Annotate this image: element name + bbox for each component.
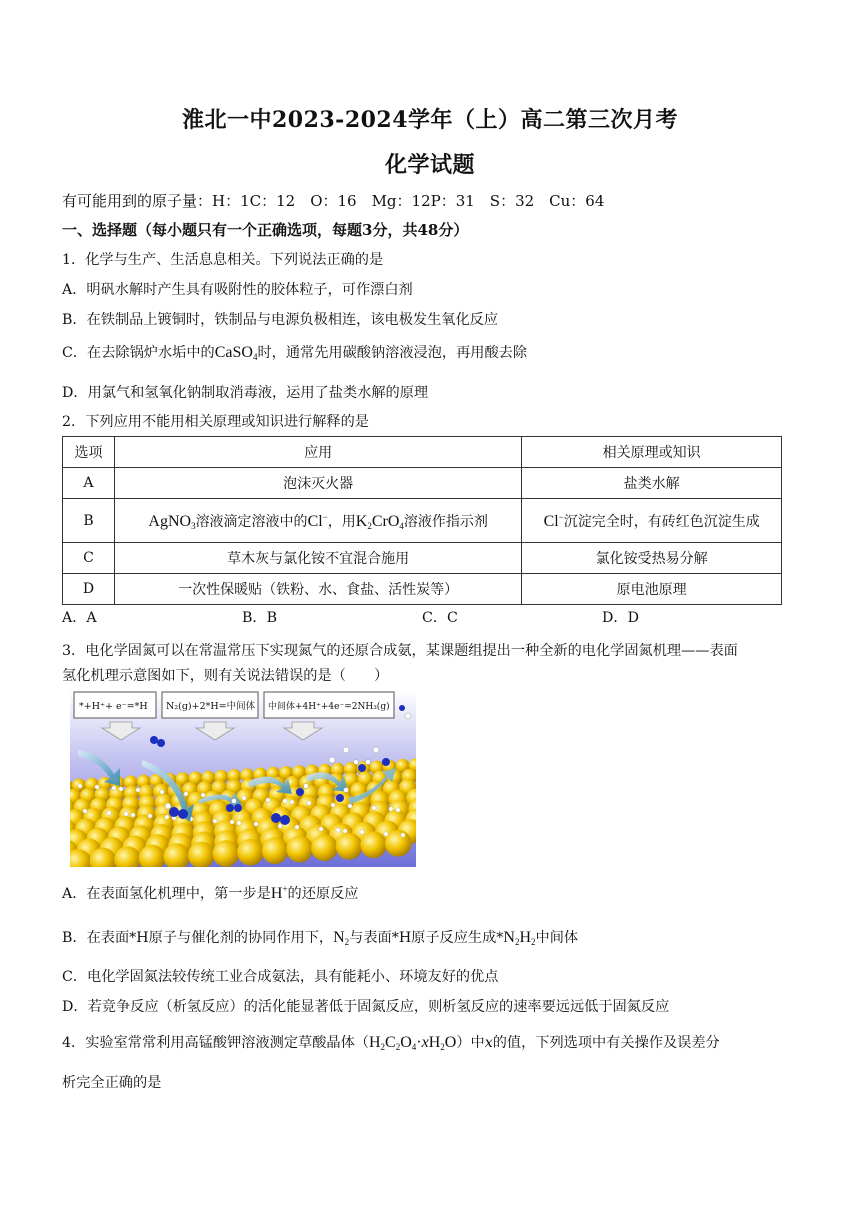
formula-sup: + xyxy=(282,884,288,894)
step1-label: *+H⁺+ e⁻=*H xyxy=(79,701,148,712)
formula-sub: 2 xyxy=(514,937,520,947)
q2-options xyxy=(62,607,782,627)
formula-text: H xyxy=(270,885,283,902)
formula-k2cro4 xyxy=(356,513,404,530)
formula-text: AgNO xyxy=(148,512,192,530)
page-title: 淮北一中2023-2024学年（上）高二第三次月考 xyxy=(181,107,679,133)
formula-text: H xyxy=(519,929,532,946)
table-row xyxy=(63,499,782,543)
q2-option-d: D．D xyxy=(602,610,639,626)
table-header-cell: 应用 xyxy=(114,437,521,468)
formula-sub: 2 xyxy=(344,937,350,947)
formula-agno3 xyxy=(148,513,195,530)
q3-a-pre: A．在表面氢化机理中，第一步是 xyxy=(62,886,271,902)
atomic-masses: 有可能用到的原子量：H：1C：12 O：16 Mg：12P：31 S：32 Cu：64 xyxy=(62,192,605,210)
q1-option-b: B．在铁制品上镀铜时，铁制品与电源负极相连，该电极发生氧化反应 xyxy=(62,312,499,328)
q3-option-c: C．电化学固氮法较传统工业合成氨法，具有能耗小、环境友好的优点 xyxy=(62,969,499,985)
q1-c-post: 时，通常先用碳酸钠溶液浸泡，再用酸去除 xyxy=(257,345,528,361)
q3-b-post: 中间体 xyxy=(535,930,579,946)
page-subtitle: 化学试题 xyxy=(384,152,475,178)
q4-stem-pre: 4．实验室常常利用高锰酸钾溶液测定草酸晶体（ xyxy=(62,1035,369,1051)
q3-option-a xyxy=(62,883,358,903)
cell-text: 沉淀完全时，有砖红色沉淀生成 xyxy=(563,513,760,530)
table-row xyxy=(63,574,782,605)
table-cell: 氯化铵受热易分解 xyxy=(522,543,782,574)
formula-text: H xyxy=(428,1034,441,1051)
formula-sub: 3 xyxy=(191,520,196,531)
formula-text: Cl xyxy=(543,512,559,530)
formula-text: K xyxy=(355,512,368,530)
section-heading: 一、选择题（每小题只有一个正确选项，每题3分，共48分） xyxy=(62,221,469,239)
q3-a-post: 的还原反应 xyxy=(287,886,359,902)
formula-sup: − xyxy=(558,511,564,522)
formula-text: Cl xyxy=(307,512,323,530)
formula-sub: 4 xyxy=(411,1042,417,1052)
formula-text: N xyxy=(503,929,515,946)
q2-option-c: C．C xyxy=(422,610,458,626)
q4-variable: x xyxy=(484,1035,493,1051)
q2-option-b: B．B xyxy=(242,610,278,626)
q2-option-a: A．A xyxy=(62,610,97,626)
q4-stem-line1 xyxy=(62,1032,720,1052)
formula-text: H xyxy=(368,1034,381,1051)
q3-option-b xyxy=(62,927,578,947)
cell-text: 溶液作指示剂 xyxy=(403,513,488,530)
table-cell: 草木灰与氯化铵不宜混合施用 xyxy=(114,543,521,574)
formula-text: C xyxy=(385,1034,396,1051)
formula-caso4 xyxy=(215,344,258,361)
table-cell: D xyxy=(63,574,115,605)
formula-sub: 2 xyxy=(395,1042,401,1052)
cell-text: 溶液滴定溶液中的 xyxy=(195,513,308,530)
table-cell xyxy=(522,499,782,543)
table-row xyxy=(63,468,782,499)
formula-sup: − xyxy=(322,511,328,522)
q2-stem: 2．下列应用不能用相关原理或知识进行解释的是 xyxy=(62,414,369,430)
table-row xyxy=(63,543,782,574)
q4-stem-line2: 析完全正确的是 xyxy=(62,1075,162,1091)
table-cell: 泡沫灭火器 xyxy=(114,468,521,499)
q1-option-d: D．用氯气和氢氧化钠制取消毒液，运用了盐类水解的原理 xyxy=(62,385,429,401)
formula-sub: 2 xyxy=(367,520,372,531)
formula-dot: · xyxy=(416,1034,422,1051)
formula-text: O xyxy=(444,1034,457,1051)
formula-text: O xyxy=(400,1034,412,1051)
formula-text: N xyxy=(333,929,345,946)
q4-stem-post: 的值，下列选项中有关操作及误差分 xyxy=(492,1035,720,1051)
table-cell: 盐类水解 xyxy=(522,468,782,499)
formula-oxalic-acid-hydrate xyxy=(369,1034,456,1051)
table-header-row xyxy=(63,437,782,468)
q3-stem-line2: 氢化机理示意图如下，则有关说法错误的是（ ） xyxy=(62,668,389,684)
formula-h-plus xyxy=(271,885,288,902)
formula-sub: 2 xyxy=(440,1042,445,1052)
table-cell xyxy=(114,499,521,543)
q1-c-pre: C．在去除锅炉水垢中的 xyxy=(62,345,215,361)
formula-sub: 4 xyxy=(252,352,258,362)
formula-var: x xyxy=(421,1034,429,1051)
q3-stem-line1: 3．电化学固氮可以在常温常压下实现氮气的还原合成氨，某课题组提出一种全新的电化学固氮机理——表面 xyxy=(62,643,738,659)
q3-b-pre: B．在表面*H原子与催化剂的协同作用下， xyxy=(62,930,334,946)
formula-cl xyxy=(544,513,564,530)
q4-stem-mid: ）中 xyxy=(456,1035,485,1051)
formula-text: CrO xyxy=(371,512,400,530)
formula-text: CaSO xyxy=(214,344,253,361)
formula-sub: 4 xyxy=(399,520,404,531)
table-cell: B xyxy=(63,499,115,543)
step3-label: 中间体+4H⁺+4e⁻=2NH₃(g) xyxy=(268,702,390,712)
table-cell: 一次性保暖贴（铁粉、水、食盐、活性炭等） xyxy=(114,574,521,605)
surface-hydrogenation-figure xyxy=(70,690,416,867)
q2-table xyxy=(62,436,782,605)
step2-label: N₂(g)+2*H=中间体 xyxy=(166,701,256,712)
q3-option-d: D．若竞争反应（析氢反应）的活化能显著低于固氮反应，则析氢反应的速率要远远低于固氮反应 xyxy=(62,999,670,1015)
cell-text: ，用 xyxy=(327,513,356,530)
table-cell: A xyxy=(63,468,115,499)
formula-sub: 2 xyxy=(380,1042,386,1052)
table-cell: C xyxy=(63,543,115,574)
q3-b-mid: 与表面*H原子反应生成* xyxy=(349,930,504,946)
q1-stem: 1．化学与生产、生活息息相关。下列说法正确的是 xyxy=(62,252,384,268)
formula-sub: 2 xyxy=(531,937,536,947)
formula-n2h2 xyxy=(503,929,535,946)
formula-cl xyxy=(308,513,328,530)
table-cell: 原电池原理 xyxy=(522,574,782,605)
formula-n2 xyxy=(333,929,349,946)
table-header-cell: 选项 xyxy=(63,437,115,468)
table-header-cell: 相关原理或知识 xyxy=(522,437,782,468)
q1-option-a: A．明矾水解时产生具有吸附性的胶体粒子，可作漂白剂 xyxy=(62,282,413,298)
q1-option-c xyxy=(62,342,527,362)
